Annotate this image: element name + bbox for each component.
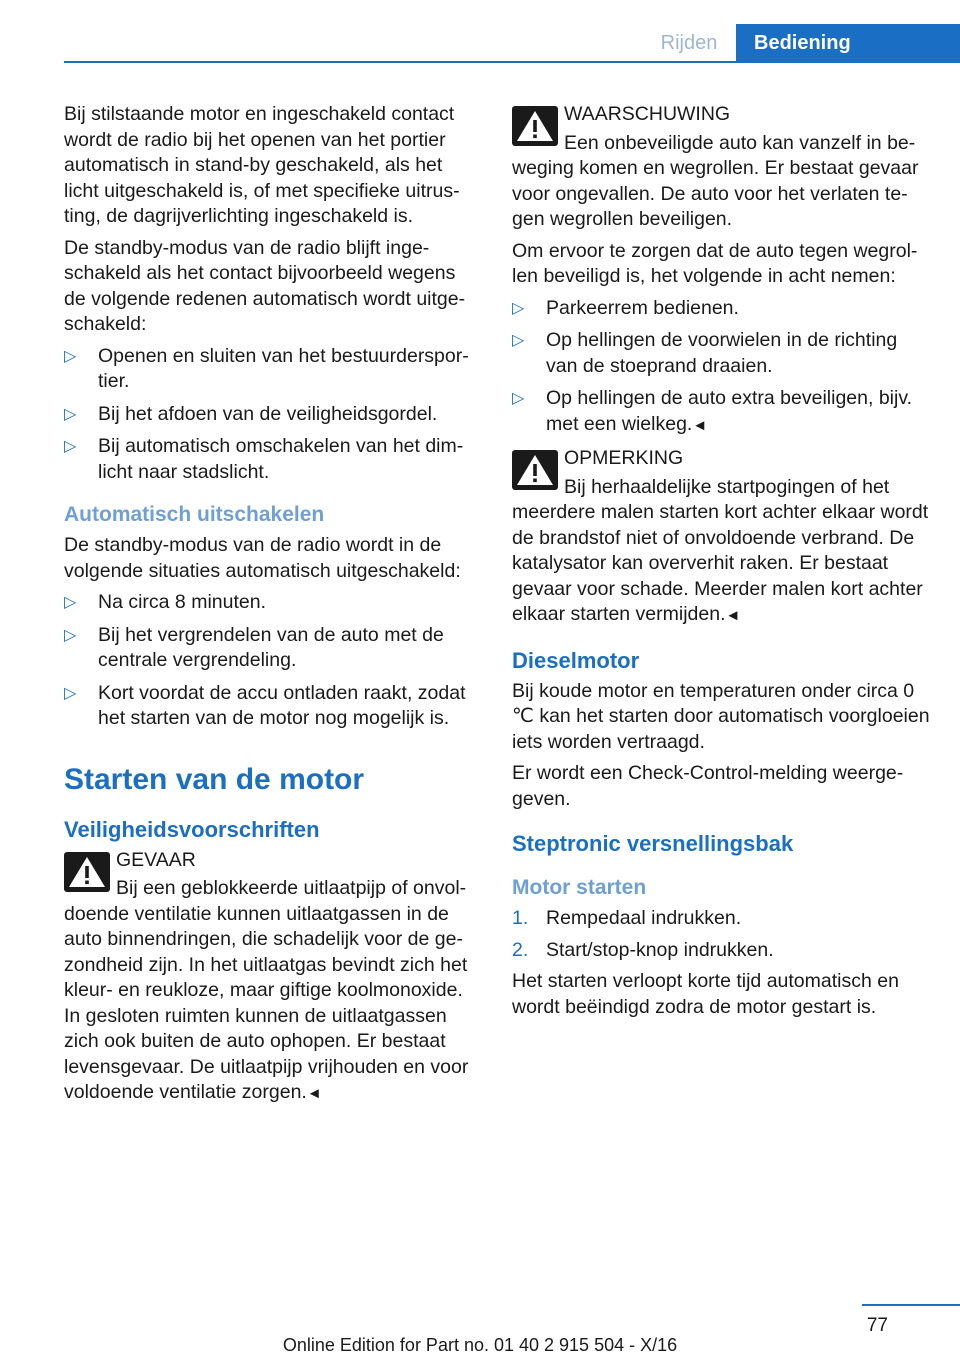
bullet-triangle-icon: ▷ [64,438,77,455]
chapter-tab-rijden[interactable]: Rijden [660,32,718,54]
end-mark-icon: ◄ [692,416,708,434]
chapter-tab-bediening[interactable]: Bediening [736,24,960,62]
bullet-list [64,344,482,486]
list-item: 1. Rempedaal indrukken. [512,906,930,932]
header-rule [64,61,960,63]
list-item: 2. Start/stop-knop indrukken. [512,938,930,964]
list-item: ▷ Kort voordat de accu ontladen raakt, zodat het starten van de motor nog mogelijk is. [64,681,466,729]
note-title: OPMERKING [564,447,684,469]
bullet-triangle-icon: ▷ [64,405,77,423]
paragraph: De standby-modus van de radio blijft ingeschakeld als het contact bijvoorbeeld wegens de volgende redenen automatisch wordt uitgeschakeld: [64,236,466,335]
paragraph: Bij stilstaande motor en ingeschakeld contact wordt de radio bij het openen van het portier automatisch in stand-by geschakeld, als het licht uitgeschakeld is, of met specifieke uitrusting, de dagrijverlichting ingeschakeld is. [64,103,460,227]
warning-gevaar [64,848,482,1107]
bullet-list [64,590,482,732]
paragraph: Om ervoor te zorgen dat de auto tegen wegrollen beveiligd is, het volgende in acht nemen: [512,239,918,287]
subheading-motor-starten: Motor starten [512,876,647,899]
bullet-triangle-icon: ▷ [512,299,525,317]
warning-title: WAARSCHUWING [564,103,731,125]
section-title-starten: Starten van de motor [64,762,365,796]
warning-waarschuwing [512,102,930,233]
bullet-triangle-icon: ▷ [512,390,525,407]
end-mark-icon: ◄ [306,1085,322,1102]
bullet-list [512,296,930,439]
list-item: ▷ Op hellingen de voorwielen in de richting van de stoeprand draaien. [512,329,898,377]
right-column [512,102,930,1026]
bullet-triangle-icon: ▷ [512,332,525,349]
footer-edition: Online Edition for Part no. 01 40 2 915 504 - X/16 [282,1335,678,1355]
paragraph: De standby-modus van de radio wordt in de volgende situaties automatisch uitgeschakeld: [64,534,461,582]
list-item: ▷ Bij het afdoen van de veiligheidsgordel. [64,402,482,428]
numbered-list [512,906,930,963]
end-mark-icon: ◄ [725,607,741,624]
step-number: 2. [512,938,529,961]
heading-steptronic: Steptronic versnellingsbak [512,831,794,856]
paragraph: Er wordt een Check-Control-melding weergegeven. [512,762,904,810]
list-item: ▷ Op hellingen de auto extra beveiligen, bijv. met een wielkeg.◄ [512,387,913,435]
page-header [0,0,960,62]
warning-triangle-icon [64,852,110,892]
warning-title: GEVAAR [116,848,196,871]
warning-text: Een onbeveiligde auto kan vanzelf in beweging komen en wegrollen. Er bestaat gevaar voor ongevallen. De auto voor het verlaten tegen wegrollen beveiligen. [512,131,919,230]
subheading-automatisch-uitschakelen: Automatisch uitschakelen [64,503,325,526]
warning-triangle-icon [512,450,558,490]
list-item: ▷ Openen en sluiten van het bestuurdersportier. [64,344,469,392]
step-number: 1. [512,907,529,929]
bullet-triangle-icon: ▷ [64,594,77,611]
heading-veiligheidsvoorschriften: Veiligheidsvoorschriften [64,816,320,842]
footer-rule [862,1304,960,1306]
bullet-triangle-icon: ▷ [64,347,77,365]
warning-text: Bij een geblokkeerde uitlaatpijp of onvoldoende ventilatie kunnen uitlaatgassen in de auto binnendringen, die schadelijk voor de gezondheid zijn. In het uitlaatgas bevindt zich het kleur- en reukloze, maar giftige koolmonoxide. In gesloten ruimten kunnen de uitlaatgassen zich ook buiten de auto ophopen. Er bestaat levensgevaar. De uitlaatpijp vrijhouden en voor voldoende ventilatie zorgen. [64,877,469,1103]
list-item: ▷ Bij het vergrendelen van de auto met de centrale vergrendeling. [64,623,444,671]
list-item: ▷ Na circa 8 minuten. [64,590,482,616]
heading-dieselmotor: Dieselmotor [512,647,640,673]
paragraph: Bij koude motor en temperaturen onder circa 0 ℃ kan het starten door automatisch voorgloeien iets worden vertraagd. [512,679,930,753]
note-text: Bij herhaaldelijke startpogingen of het meerdere malen starten kort achter elkaar wordt de brandstof niet of onvoldoende verbrand. De katalysator kan oververhit raken. Er bestaat gevaar voor schade. Meerder malen kort achter elkaar starten vermijden. [512,475,929,625]
note-opmerking [512,446,930,629]
warning-triangle-icon [512,106,558,146]
list-item: ▷ Parkeerrem bedienen. [512,296,930,322]
paragraph: Het starten verloopt korte tijd automatisch en wordt beëindigd zodra de motor gestart is. [512,970,899,1018]
bullet-triangle-icon: ▷ [64,626,77,644]
bullet-triangle-icon: ▷ [64,684,77,702]
left-column [64,102,482,1113]
page-number: 77 [866,1315,888,1336]
list-item: ▷ Bij automatisch omschakelen van het dimlicht naar stadslicht. [64,435,464,483]
